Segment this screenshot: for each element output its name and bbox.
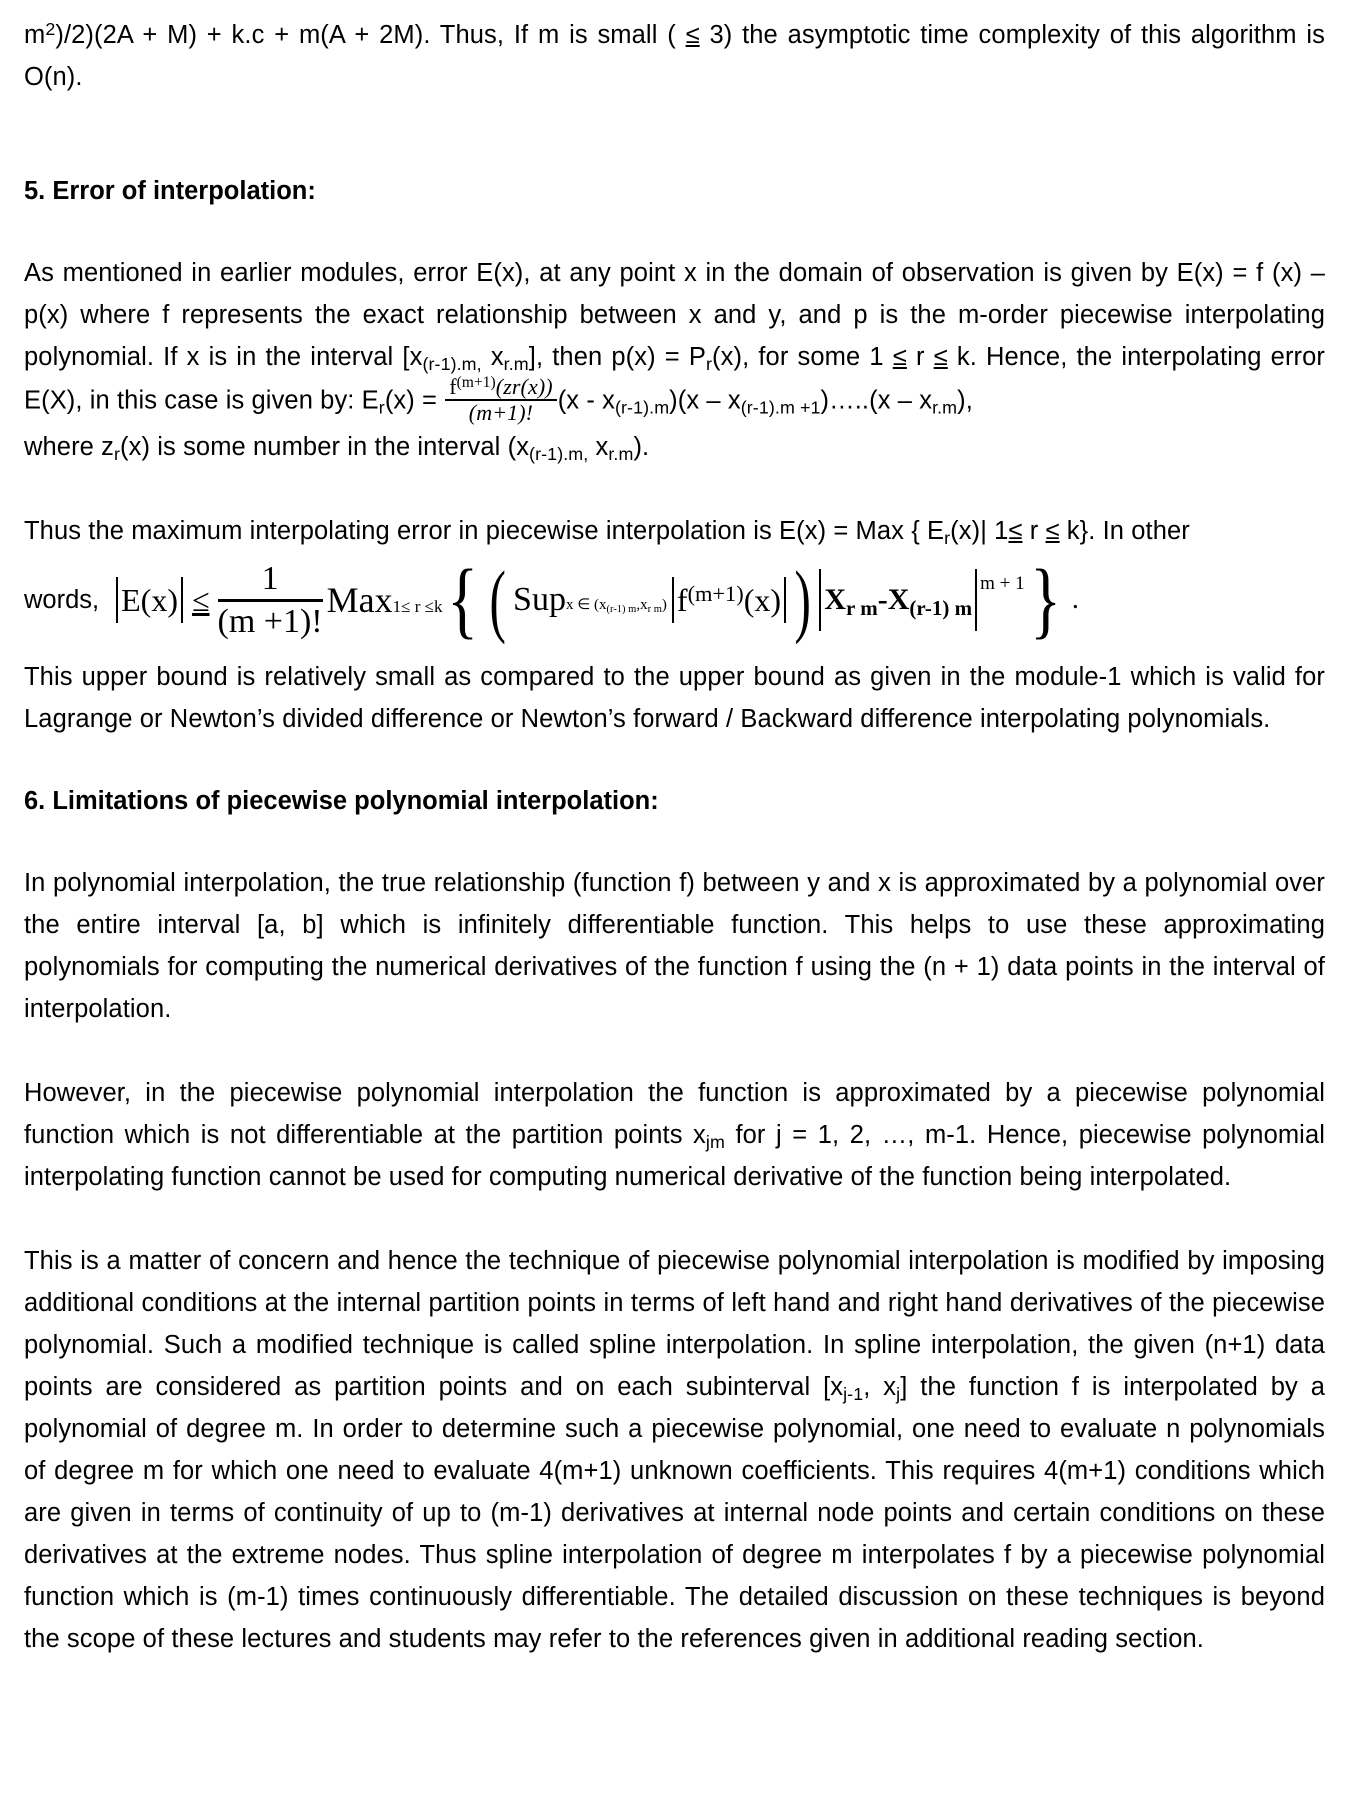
s6-p3-sub2: j [896, 1383, 901, 1404]
s6-p2-a: However, in the piecewise polynomial interpolation the function is approximated by a piecewise polynomial function which is not differentiable at the partition points x [24, 1079, 1325, 1149]
section-5-paragraph-2 [24, 426, 1325, 468]
f-symbol: f [676, 581, 688, 618]
s5-p1-h: (x - x [557, 386, 615, 415]
spacer [24, 1224, 1325, 1240]
section-6-paragraph-1: In polynomial interpolation, the true relationship (function f) between y and x is approximated by a polynomial over the entire interval [a, b] which is infinitely differentiable function. This helps to use these approximating polynomials for computing the numerical derivatives of the function f using the (n + 1) data points in the interval of interpolation. [24, 869, 1325, 1023]
spacer [24, 846, 1325, 862]
spacer [24, 1056, 1325, 1072]
numerator-f: f [449, 374, 457, 399]
s5-p2-a: where z [24, 433, 114, 461]
s5-p3-a: Thus the maximum interpolating error in piecewise interpolation is E(x) = Max { E [24, 517, 945, 545]
sup-sub-c: ,x [636, 597, 648, 613]
leq-symbol-4: ≤ [1008, 517, 1023, 545]
s6-p3-a: This is a matter of concern and hence the technique of piecewise polynomial interpolation is modified by imposing additional conditions at the internal partition points in terms of left hand and right hand derivatives of the piecewise polynomial. Such a modified technique is called spline interpolation. In spline interpolation, the given (n+1) data points are considered as partition points and on each subinterval [x [24, 1247, 1325, 1401]
section-5-paragraph-3 [24, 510, 1325, 552]
s6-p3-b: , x [863, 1373, 897, 1401]
abs-bar-left-f [672, 577, 674, 623]
s5-p1-sub5: (r-1).m [614, 397, 670, 418]
sup-sub-b: (r-1) m [606, 603, 637, 615]
open-brace: { [447, 551, 479, 648]
close-brace: } [1029, 551, 1061, 648]
max-subscript: 1≤ r ≤k [392, 597, 443, 616]
close-paren-big: ) [794, 554, 811, 646]
s6-p2-sub: jm [705, 1131, 725, 1152]
section-5-heading: 5. Error of interpolation: [24, 177, 316, 205]
s5-p2-c: x [588, 433, 609, 461]
continued-text-part2: )/2)(2A + M) + k.c + m(A + 2M). Thus, If m is small ( [55, 21, 686, 49]
s5-p1-sub3: r [705, 353, 713, 374]
minus-sign: - [877, 583, 888, 616]
continued-text-part3: 3) the asymptotic time complexity of this algorithm is O(n). [24, 21, 1325, 91]
s6-p3-sub1: j-1 [843, 1383, 864, 1404]
fraction-numerator [445, 376, 556, 399]
continued-text-part1: m [24, 21, 46, 49]
abs-bar-right [181, 577, 183, 623]
s5-p1-i: )(x – x [669, 386, 741, 415]
s5-p1-b: x [481, 343, 504, 371]
spacer [24, 124, 1325, 172]
section-5-paragraph-4: This upper bound is relatively small as compared to the upper bound as given in the module-1 which is valid for Lagrange or Newton’s divided difference or Newton’s forward / Backward difference interpolating polynomials. [24, 663, 1325, 733]
leq-symbol-2: ≤ [892, 343, 907, 371]
sup-subscript [566, 598, 667, 617]
abs-x-difference [816, 569, 1024, 631]
frac-numerator-one: 1 [261, 559, 279, 597]
leq-symbol-1: ≤ [685, 21, 700, 49]
section-5-paragraph-1 [24, 252, 1325, 426]
sup-label: Sup [513, 581, 566, 618]
numerator-argument: (zr(x)) [495, 374, 553, 399]
s5-p2-sub1: r [114, 443, 121, 464]
section-6-paragraph-3 [24, 1240, 1325, 1660]
open-paren-big: ( [489, 554, 506, 646]
equation-period: . [1071, 584, 1079, 615]
s5-p1-sub4: r [378, 397, 385, 418]
abs-bar-left [116, 577, 118, 623]
sup-operator [513, 583, 667, 617]
denominator-text: (m+1)! [468, 400, 534, 425]
max-operator [327, 582, 443, 618]
fraction-denominator [445, 401, 556, 424]
s5-p1-sub2: r.m [503, 353, 529, 374]
s5-p1-sub6: (r-1).m +1 [740, 397, 821, 418]
f-argument: (x) [743, 581, 782, 618]
f-derivative-expr [677, 582, 781, 619]
s6-p3-c: ] the function f is interpolated by a polynomial of degree m. In order to determine such a piecewise polynomial, one need to evaluate n polynomials of degree m for which one need to evaluate 4(m+1) unknown coefficients. This requires 4(m+1) conditions which are given in terms of continuity of up to (m-1) derivatives at internal node points and certain conditions on these derivatives at the extreme nodes. Thus spline interpolation of degree m interpolates f by a piecewise polynomial function which is (m-1) times continuously differentiable. The detailed discussion on these techniques is beyond the scope of these lectures and students may refer to the references given in additional reading section. [24, 1373, 1325, 1653]
s5-p1-g: (x) = [384, 386, 445, 415]
s5-p2-d: ). [633, 433, 650, 461]
frac-denominator: (m +1)! [217, 602, 323, 640]
abs-exponent: m + 1 [980, 573, 1025, 594]
s5-p1-sub7: r.m [932, 397, 958, 418]
sup-sub-e: ) [661, 597, 667, 613]
sup-sub-d: r m [647, 603, 662, 615]
abs-bar-right-x [975, 569, 977, 631]
s5-p1-k: ), [957, 386, 973, 415]
s6-p2-b: for j = 1, 2, …, m-1. Hence, piecewise polynomial interpolating function cannot be used for computing numerical derivative of the function being interpolated. [24, 1121, 1325, 1191]
spacer [24, 236, 1325, 252]
x-second: X [887, 583, 910, 616]
superscript-two: 2 [45, 18, 56, 39]
s5-p3-b: (x)| 1 [950, 517, 1009, 545]
equation-lead-word: words, [24, 585, 100, 614]
section-6-heading: 6. Limitations of piecewise polynomial interpolation: [24, 787, 659, 815]
abs-bar-right-f [784, 577, 786, 623]
sup-sub-a: x ∈ (x [565, 597, 607, 613]
numerator-superscript: (m+1) [456, 374, 496, 392]
s5-p3-c: r [1022, 517, 1046, 545]
leq-symbol-5: ≤ [1045, 517, 1060, 545]
abs-f-derivative [669, 577, 789, 623]
abs-E-of-x [113, 577, 186, 623]
s5-p1-e: r [906, 343, 934, 371]
continued-paragraph [24, 14, 1325, 98]
x-second-sub: (r-1) m [909, 595, 973, 620]
s5-p1-d: (x), for some 1 [712, 343, 893, 371]
leq-relation: ≤ [191, 581, 210, 618]
s5-p1-j: )…..(x – x [820, 386, 933, 415]
s5-p1-c: ], then p(x) = P [528, 343, 706, 371]
leq-symbol-3: ≤ [933, 343, 948, 371]
s5-p2-b: (x) is some number in the interval (x [120, 433, 530, 461]
error-formula-fraction [445, 376, 556, 424]
s5-p1-f: k. Hence, the interpolating error E(X), in this case is given by: E [24, 343, 1326, 415]
abs-bar-left-x [819, 569, 821, 631]
s5-p2-sub2: (r-1).m, [529, 443, 589, 464]
s5-p1-a: As mentioned in earlier modules, error E(x), at any point x in the domain of observation is given by E(x) = f (x) – p(x) where f represents the exact relationship between x and y, and p is the m-order piecewise interpolating polynomial. If x is in the interval [x [24, 259, 1325, 371]
section-6-paragraph-2 [24, 1072, 1325, 1198]
s5-p3-sub1: r [944, 527, 951, 548]
x-first-sub: r m [846, 595, 878, 620]
s5-p2-sub3: r.m [608, 443, 634, 464]
E-of-x-label: E(x) [121, 581, 178, 618]
error-bound-equation [24, 551, 1325, 648]
one-over-m-plus-1-factorial [218, 561, 323, 639]
x-first: X [824, 583, 847, 616]
max-label: Max [326, 580, 393, 620]
x-difference-expr [824, 583, 973, 620]
s5-p1-sub1: (r-1).m, [422, 353, 482, 374]
f-superscript: (m+1) [687, 580, 744, 606]
s5-p3-d: k}. In other [1059, 517, 1190, 545]
spacer [24, 494, 1325, 510]
spacer [24, 766, 1325, 782]
